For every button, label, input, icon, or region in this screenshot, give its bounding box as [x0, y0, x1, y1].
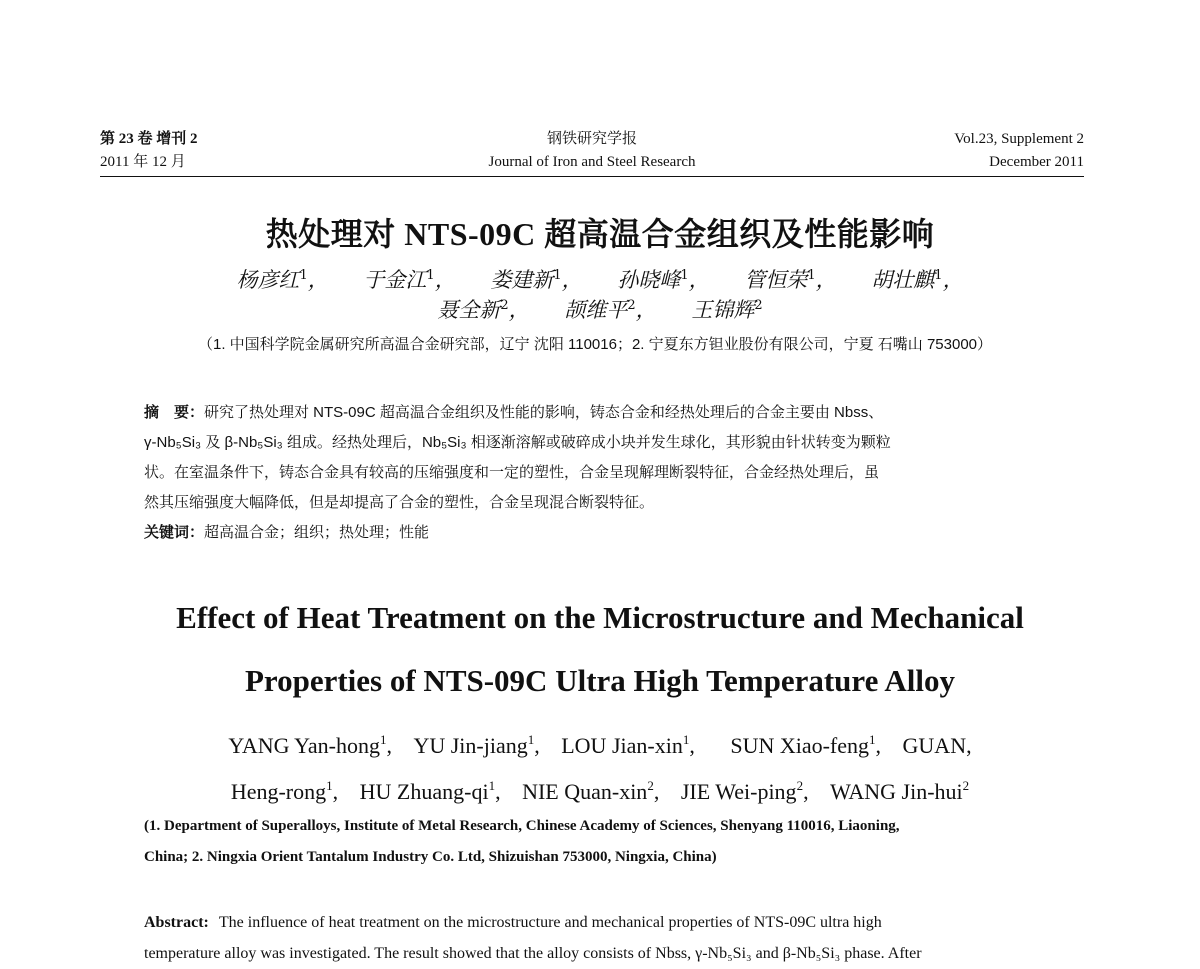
author-cn: 杨彦红$^1$， [236, 268, 329, 292]
author-cn: 孙晓峰$^1$， [617, 268, 710, 292]
authors-en-line-1 [0, 731, 1200, 761]
author-cn: 胡壮麒$^1$， [871, 268, 964, 292]
volume-issue-en: Vol.23, Supplement 2 [954, 131, 1084, 147]
authors-en-line-2 [0, 777, 1200, 807]
author-cn: 颉维平$^2$， [564, 298, 657, 322]
abstract-cn-label: 摘 要： [144, 404, 205, 421]
authors-cn-line-2 [0, 296, 1200, 324]
date-cn: 2011 年 12 月 [100, 154, 186, 170]
abstract-cn [144, 398, 1064, 518]
keywords-cn-label: 关键词： [144, 524, 205, 541]
author-cn: 王锦辉$^2$ [691, 298, 763, 322]
journal-name-en: Journal of Iron and Steel Research [488, 154, 696, 170]
author-cn: 于金江$^1$， [363, 268, 456, 292]
header-row-1 [100, 128, 1084, 150]
abstract-en [144, 907, 1064, 969]
author-en: JIE Wei-ping$^2$, [680, 778, 809, 804]
paper-title-cn: 热处理对 NTS-09C 超高温合金组织及性能影响 [265, 216, 935, 252]
volume-issue-cn: 第 23 卷 增刊 2 [100, 131, 198, 147]
author-en: WANG Jin-hui$^2$ [830, 778, 970, 804]
author-en: LOU Jian-xin$^1$, [561, 732, 695, 758]
abstract-cn-line: 然其压缩强度大幅降低，但是却提高了合金的塑性，合金呈现混合断裂特征。 [144, 494, 655, 511]
abstract-en-line: temperature alloy was investigated. The result showed that the alloy consists of Nbss, γ-Nb₅Si₃ and β-Nb₅Si₃ phase. After [144, 945, 922, 962]
abstract-cn-line: 状。在室温条件下，铸态合金具有较高的压缩强度和一定的塑性，合金呈现解理断裂特征，合金经热处理后，虽 [144, 464, 880, 481]
affiliation-en-line-2: China; 2. Ningxia Orient Tantalum Industry Co. Ltd, Shizuishan 753000, Ningxia, China) [144, 849, 717, 865]
affiliation-en-line-1: (1. Department of Superalloys, Institute of Metal Research, Chinese Academy of Sciences, Shenyang 110016, Liaoning, [144, 818, 900, 834]
author-en: GUAN, [902, 733, 972, 758]
header-row-2 [100, 151, 1084, 173]
author-en: HU Zhuang-$qi^1$, [359, 778, 501, 804]
author-cn: 娄建新$^1$， [490, 268, 583, 292]
author-cn: 聂全新$^2$， [437, 298, 530, 322]
keywords-cn-value: 超高温合金；组织；热处理；性能 [204, 524, 430, 541]
abstract-cn-line: γ-Nb₅Si₃ 及 β-Nb₅Si₃ 组成。经热处理后，Nb₅Si₃ 相逐渐溶解或破碎成小块并发生球化，其形貌由针状转变为颗粒 [144, 434, 891, 451]
authors-cn-line-1 [0, 266, 1200, 294]
date-en: December 2011 [989, 154, 1084, 170]
author-en: SUN Xiao-feng$^1$, [730, 732, 882, 758]
author-en: YANG Yan-hong$^1$, [228, 732, 392, 758]
author-cn: 管恒荣$^1$， [744, 268, 837, 292]
running-header [100, 128, 1084, 177]
keywords-cn [144, 518, 429, 548]
author-en: YU Jin-jiang$^1$, [413, 732, 540, 758]
abstract-en-label: Abstract: [144, 914, 209, 931]
author-en: NIE Quan-xin$^2$, [522, 778, 660, 804]
paper-title-en-line-2: Properties of NTS-09C Ultra High Temperature Alloy [244, 663, 956, 698]
author-en: Heng-rong$^1$, [230, 778, 339, 804]
paper-title-en-line-1: Effect of Heat Treatment on the Microstructure and Mechanical [176, 600, 1024, 635]
affiliation-cn: （1. 中国科学院金属研究所高温合金研究部，辽宁 沈阳 110016；2. 宁夏东方钽业股份有限公司，宁夏 石嘴山 753000） [197, 336, 993, 353]
abstract-cn-line: 摘 要：研究了热处理对 NTS-09C 超高温合金组织及性能的影响，铸态合金和经热处理后的合金主要由 Nbss、 [144, 404, 884, 421]
abstract-en-line: Abstract: The influence of heat treatment on the microstructure and mechanical properties of NTS-09C ultra high [144, 914, 882, 931]
journal-name-cn: 钢铁研究学报 [546, 131, 637, 147]
